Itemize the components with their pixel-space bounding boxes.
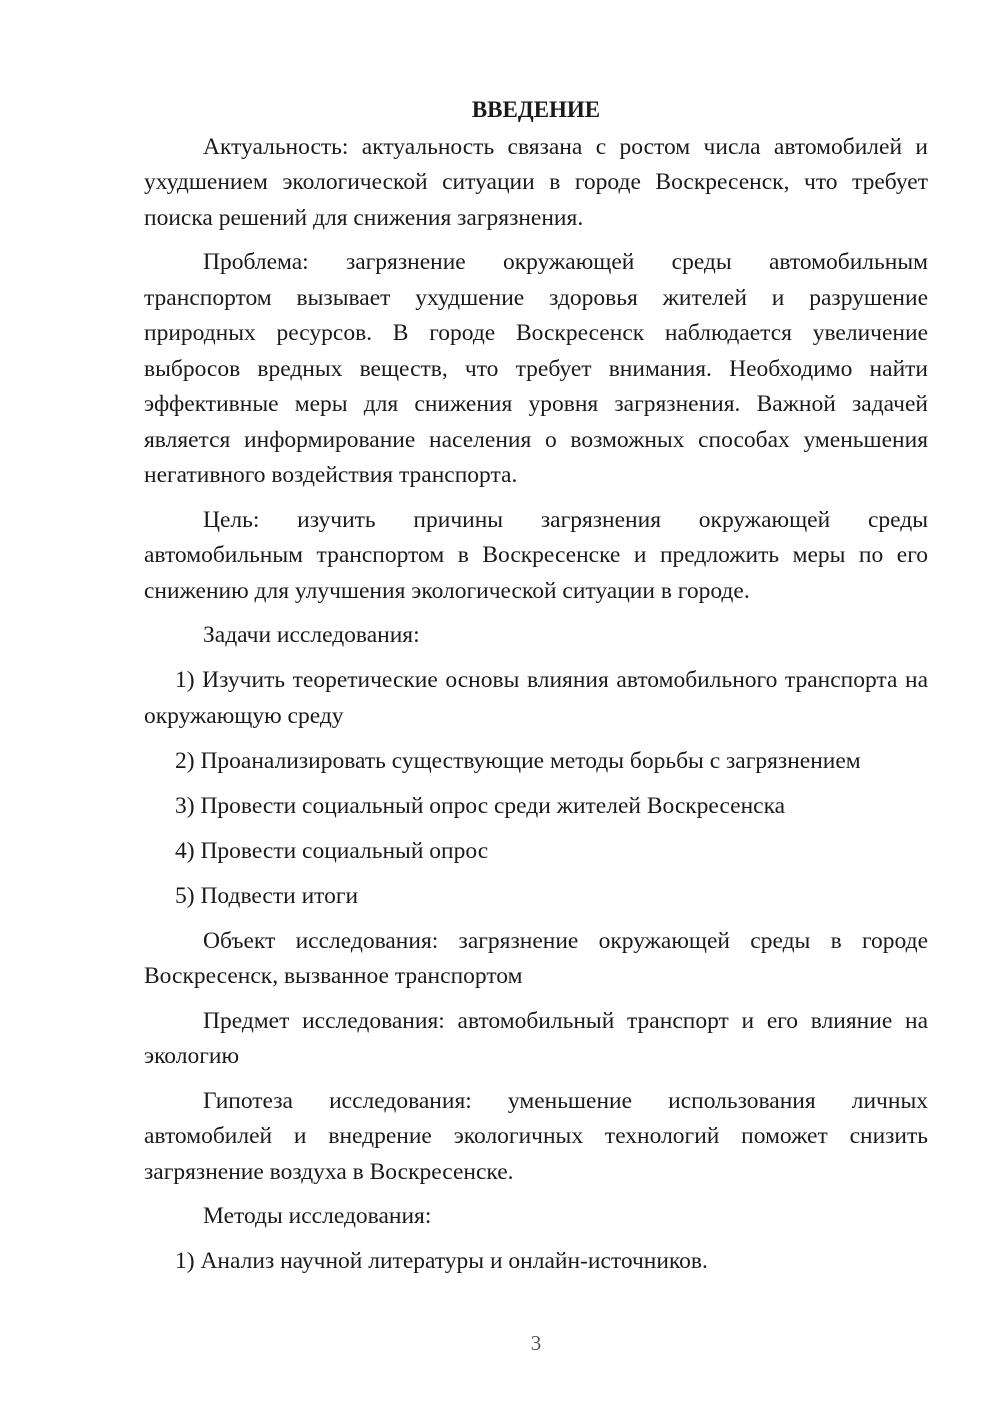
task-item: 5) Подвести итоги — [175, 882, 359, 909]
page-number: 3 — [530, 1331, 542, 1355]
task-item: 1) Изучить теоретические основы влияния автомобильного транспорта на окружающую среду — [144, 667, 928, 729]
subject-paragraph: Предмет исследования: автомобильный транспорт и его влияние на экологию — [144, 1007, 928, 1069]
task-item: 4) Провести социальный опрос — [175, 837, 489, 864]
problem-paragraph: Проблема: загрязнение окружающей среды автомобильным транспортом вызывает ухудшение здоровья жителей и разрушение природных ресурсов. В городе Воскресенск наблюдается увеличение выбросов вредных веществ, что требует внимания. Необходимо найти эффективные меры для снижения уровня загрязнения. Важной задачей является информирование населения о возможных способах уменьшения негативного воздействия транспорта. — [144, 249, 928, 488]
methods-label: Методы исследования: — [203, 1203, 432, 1229]
task-item: 3) Провести социальный опрос среди жителей Воскресенска — [175, 792, 786, 819]
hypothesis-paragraph: Гипотеза исследования: уменьшение использования личных автомобилей и внедрение экологичных технологий поможет снизить загрязнение воздуха в Воскресенске. — [144, 1087, 928, 1185]
task-item: 2) Проанализировать существующие методы борьбы с загрязнением — [175, 747, 861, 774]
object-paragraph: Объект исследования: загрязнение окружающей среды в городе Воскресенск, вызванное транспортом — [144, 927, 928, 989]
section-heading: ВВЕДЕНИЕ — [471, 97, 601, 122]
method-item: 1) Анализ научной литературы и онлайн-источников. — [175, 1248, 708, 1274]
relevance-paragraph: Актуальность: актуальность связана с ростом числа автомобилей и ухудшением экологической ситуации в городе Воскресенск, что требует поиска решений для снижения загрязнения. — [144, 133, 928, 231]
tasks-label: Задачи исследования: — [203, 622, 420, 648]
page-content — [144, 92, 928, 1280]
goal-paragraph: Цель: изучить причины загрязнения окружающей среды автомобильным транспортом в Воскресенске и предложить меры по его снижению для улучшения экологической ситуации в городе. — [144, 506, 928, 604]
